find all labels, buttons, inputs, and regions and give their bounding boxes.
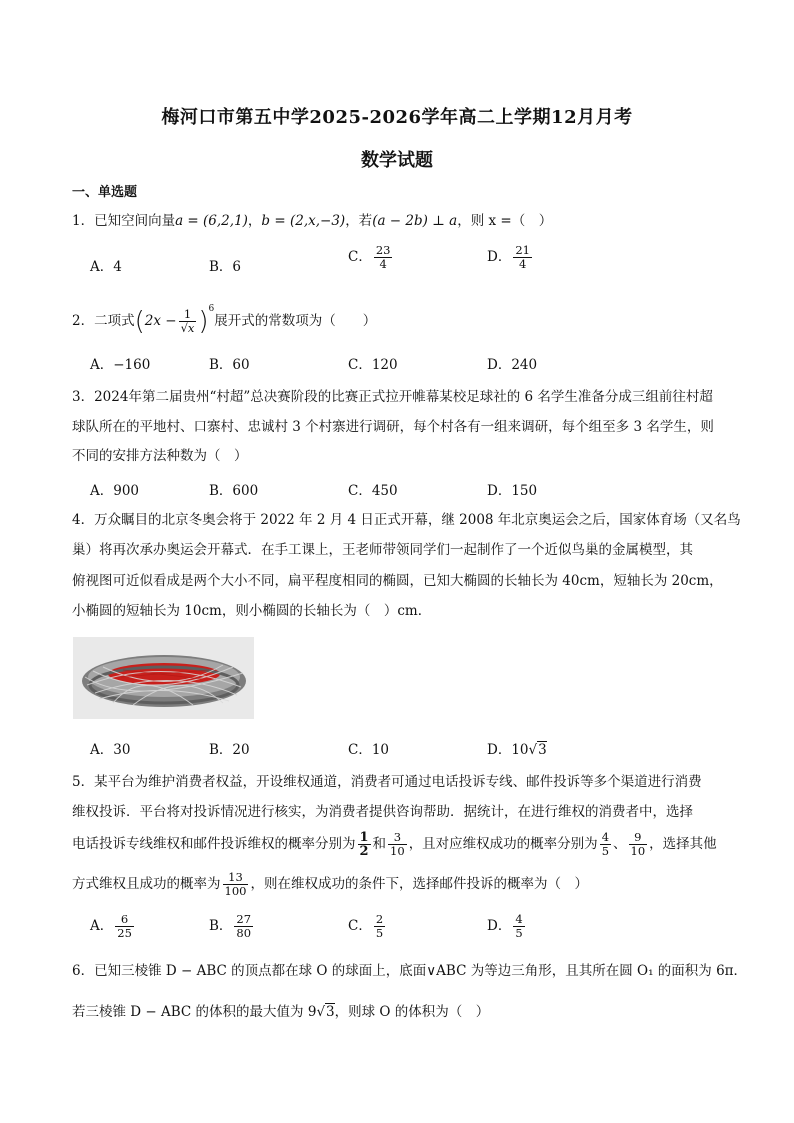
q5-option-a-fraction: $\frac{6}{25}$ xyxy=(117,912,132,940)
q4-option-d-label: D． xyxy=(487,742,512,758)
q1-sep: ， xyxy=(247,213,262,229)
q1-option-c-label: C． xyxy=(348,249,372,265)
q1-condition: (a − 2b) ⊥ a xyxy=(372,213,458,229)
q5-option-b-fraction: $\frac{27}{80}$ xyxy=(236,912,252,940)
q4-line-1: 4．万众瞩目的北京冬奥会将于 2022 年 2 月 4 日正式开幕，继 2008 年北京奥运会之后，国家体育场（又名鸟 xyxy=(72,512,741,528)
page-title: 梅河口市第五中学2025-2026学年高二上学期12月月考 xyxy=(161,107,633,128)
q2-expr: 2x − xyxy=(144,313,177,329)
q6-line-1: 6．已知三棱锥 D − ABC 的顶点都在球 O 的球面上，底面∨ABC 为等边三角形，且其所在圆 O₁ 的面积为 6π． xyxy=(72,963,748,979)
q2-option-b[interactable]: B．60 xyxy=(209,357,250,373)
q4-option-c[interactable]: C．10 xyxy=(348,742,390,758)
q1-option-d-fraction: $\frac{21}{4}$ xyxy=(515,243,530,271)
q1-ask: ，则 x =（ ） xyxy=(457,213,553,229)
q5-fraction-2: $\frac{3}{10}$ xyxy=(390,830,405,858)
q4-option-b[interactable]: B．20 xyxy=(209,742,250,758)
q1-option-b[interactable]: B．6 xyxy=(209,259,242,275)
q5-fraction-3: $\frac{4}{5}$ xyxy=(601,830,610,858)
q5-option-c-fraction: $\frac{2}{5}$ xyxy=(375,912,384,940)
q2-suffix: 展开式的常数项为（ ） xyxy=(214,313,377,329)
q4-option-d-radicand: 3 xyxy=(538,742,547,758)
q2-option-a[interactable]: A．−160 xyxy=(90,357,151,373)
q5-line-3: 电话投诉专线维权和邮件投诉维权的概率分别为 $\frac{1}{2}$ 和 $\frac{3}{10}$ ，且对应维权成功的概率分别为 $\frac{4}{5}$ 、 $\frac{9}{10}$ ，选择其他 xyxy=(72,830,717,859)
q1-stem xyxy=(72,212,552,230)
q1-vector-b: b = (2,x,−3) xyxy=(261,213,346,229)
q3-option-d[interactable]: D．150 xyxy=(487,483,538,499)
q1-option-c[interactable] xyxy=(348,244,394,271)
q5-line-2: 维权投诉．平台将对投诉情况进行核实，为消费者提供咨询帮助．据统计，在进行维权的消费者中，选择 xyxy=(72,804,693,820)
birds-nest-model-image xyxy=(73,637,254,719)
q2-expr-fraction: $\frac{1}{√x}$ xyxy=(180,307,195,335)
q3-line-1: 3．2024年第二届贵州“村超”总决赛阶段的比赛正式拉开帷幕某校足球社的 6 名学生准备分成三组前往村超 xyxy=(72,389,713,405)
q5-line-1: 5．某平台为维护消费者权益，开设维权通道，消费者可通过电话投诉专线、邮件投诉等多个渠道进行消费 xyxy=(72,774,702,790)
q1-option-d-label: D． xyxy=(487,249,512,265)
q4-option-d[interactable]: D．10√3 xyxy=(487,742,547,758)
q3-line-3: 不同的安排方法种数为（ ） xyxy=(72,448,248,464)
q4-option-a[interactable]: A．30 xyxy=(90,742,131,758)
q4-line-4: 小椭圆的短轴长为 10cm，则小椭圆的长轴长为（ ）cm． xyxy=(72,603,432,619)
q4-line-2: 巢）将再次承办奥运会开幕式．在手工课上，王老师带领同学们一起制作了一个近似鸟巢的金属模型，其 xyxy=(72,542,693,558)
q2-stem: 2．二项式(2x − $\frac{1}{√x}$ )$^6$展开式的常数项为（ ） xyxy=(72,304,377,337)
q3-option-c[interactable]: C．450 xyxy=(348,483,398,499)
q3-option-b[interactable]: B．600 xyxy=(209,483,259,499)
q4-option-d-value: 10 xyxy=(511,742,529,758)
q1-option-d[interactable] xyxy=(487,244,534,271)
q5-option-c[interactable]: C． $\frac{2}{5}$ xyxy=(348,912,384,940)
q5-option-d[interactable]: D． $\frac{4}{5}$ xyxy=(487,912,523,940)
page-subtitle: 数学试题 xyxy=(361,150,433,171)
q1-option-c-fraction: $\frac{23}{4}$ xyxy=(375,243,391,271)
q5-fraction-4: $\frac{9}{10}$ xyxy=(630,830,646,858)
q4-line-3: 俯视图可近似看成是两个大小不同，扁平程度相同的椭圆，已知大椭圆的长轴长为 40cm，短轴长为 20cm， xyxy=(72,573,723,589)
q2-prefix: 2．二项式 xyxy=(72,313,135,329)
q1-prefix: 1．已知空间向量 xyxy=(72,213,176,229)
q6-line-2: 若三棱锥 D − ABC 的体积的最大值为 9√3，则球 O 的体积为（ ） xyxy=(72,1004,490,1020)
q5-option-d-fraction: $\frac{4}{5}$ xyxy=(515,912,523,940)
q5-fraction-5: $\frac{13}{100}$ xyxy=(224,870,247,898)
q1-option-a[interactable]: A．4 xyxy=(90,259,122,275)
q5-option-b[interactable]: B． $\frac{27}{80}$ xyxy=(209,912,252,940)
q1-cond-pre: ，若 xyxy=(345,213,373,229)
q3-option-a[interactable]: A．900 xyxy=(90,483,140,499)
q3-line-2: 球队所在的平地村、口寨村、忠诚村 3 个村寨进行调研，每个村各有一组来调研，每个组至多 3 名学生，则 xyxy=(72,419,714,435)
q5-option-a[interactable]: A． $\frac{6}{25}$ xyxy=(90,912,132,940)
q2-option-d[interactable]: D．240 xyxy=(487,357,538,373)
q5-fraction-1: $\frac{1}{2}$ xyxy=(359,830,369,859)
q2-option-c[interactable]: C．120 xyxy=(348,357,398,373)
q5-line-4: 方式维权且成功的概率为 $\frac{13}{100}$ ，则在维权成功的条件下，选择邮件投诉的概率为（ ） xyxy=(72,870,588,898)
section-heading: 一、单选题 xyxy=(72,185,138,200)
q1-vector-a: a = (6,2,1) xyxy=(175,213,248,229)
q2-power: 6 xyxy=(208,304,215,314)
